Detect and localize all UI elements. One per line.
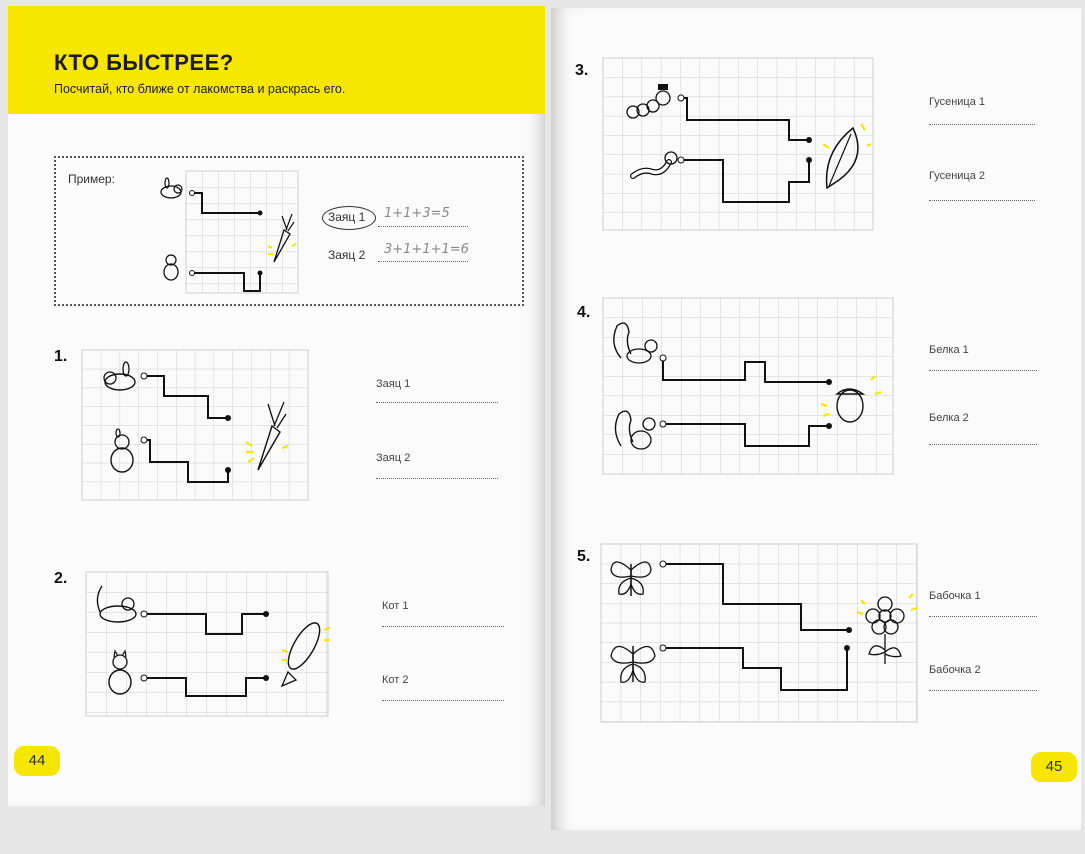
example-answer2-label: Заяц 2	[328, 248, 366, 262]
task1-answer1-line[interactable]	[376, 402, 498, 403]
task5-answer2-line[interactable]	[929, 690, 1037, 691]
task2-answer1-line[interactable]	[382, 626, 504, 627]
page-number-right: 45	[1031, 752, 1077, 782]
task-number-4: 4.	[577, 304, 591, 321]
task4-answer2-line[interactable]	[929, 444, 1037, 445]
task-number-5: 5.	[577, 548, 591, 565]
butterfly-icon	[607, 636, 657, 688]
example-answer2-value: 3+1+1+1=6	[384, 242, 469, 257]
rabbit-icon	[106, 430, 138, 474]
task2-answer1-label: Кот 1	[382, 600, 409, 612]
fish-icon	[278, 610, 330, 690]
example-label: Пример:	[68, 172, 115, 186]
task4-answer2-label: Белка 2	[929, 412, 969, 424]
carrot-icon	[266, 212, 296, 264]
task5-answer2-label: Бабочка 2	[929, 664, 981, 676]
task4-answer1-label: Белка 1	[929, 344, 969, 356]
task5-answer1-label: Бабочка 1	[929, 590, 981, 602]
page-number-left: 44	[14, 746, 60, 776]
butterfly-icon	[607, 554, 655, 602]
answer-line	[378, 226, 468, 227]
task3-answer1-line[interactable]	[929, 124, 1035, 125]
squirrel-icon	[611, 404, 661, 452]
flower-icon	[853, 592, 921, 668]
task-number-2: 2.	[54, 570, 68, 587]
squirrel-icon	[607, 318, 661, 366]
caterpillar-icon	[629, 148, 679, 182]
task-number-1: 1.	[54, 348, 68, 365]
task5-answer1-line[interactable]	[929, 616, 1037, 617]
leaf-icon	[819, 122, 871, 192]
rabbit-icon	[158, 178, 184, 200]
left-page	[8, 6, 545, 806]
task2-answer2-label: Кот 2	[382, 674, 409, 686]
right-page	[551, 8, 1081, 830]
task4-answer1-line[interactable]	[929, 370, 1037, 371]
task3-answer2-line[interactable]	[929, 200, 1035, 201]
caterpillar-icon	[625, 82, 677, 122]
page-title: КТО БЫСТРЕЕ?	[54, 50, 234, 75]
page-subtitle: Посчитай, кто ближе от лакомства и раскрась его.	[54, 82, 346, 96]
task3-answer1-label: Гусеница 1	[929, 96, 986, 108]
task3-answer2-label: Гусеница 2	[929, 170, 986, 182]
example-answer1-value: 1+1+3=5	[384, 206, 450, 221]
task1-answer1-label: Заяц 1	[376, 378, 411, 390]
rabbit-icon	[160, 252, 182, 282]
rabbit-icon	[100, 362, 140, 392]
task1-answer2-line[interactable]	[376, 478, 498, 479]
cat-icon	[102, 650, 138, 696]
example-answer1-label: Заяц 1	[328, 210, 366, 224]
cat-icon	[92, 582, 140, 624]
carrot-icon	[244, 398, 288, 472]
task-number-3: 3.	[575, 62, 589, 79]
task1-answer2-label: Заяц 2	[376, 452, 411, 464]
answer-line	[378, 261, 468, 262]
task2-answer2-line[interactable]	[382, 700, 504, 701]
acorn-icon	[819, 374, 883, 430]
